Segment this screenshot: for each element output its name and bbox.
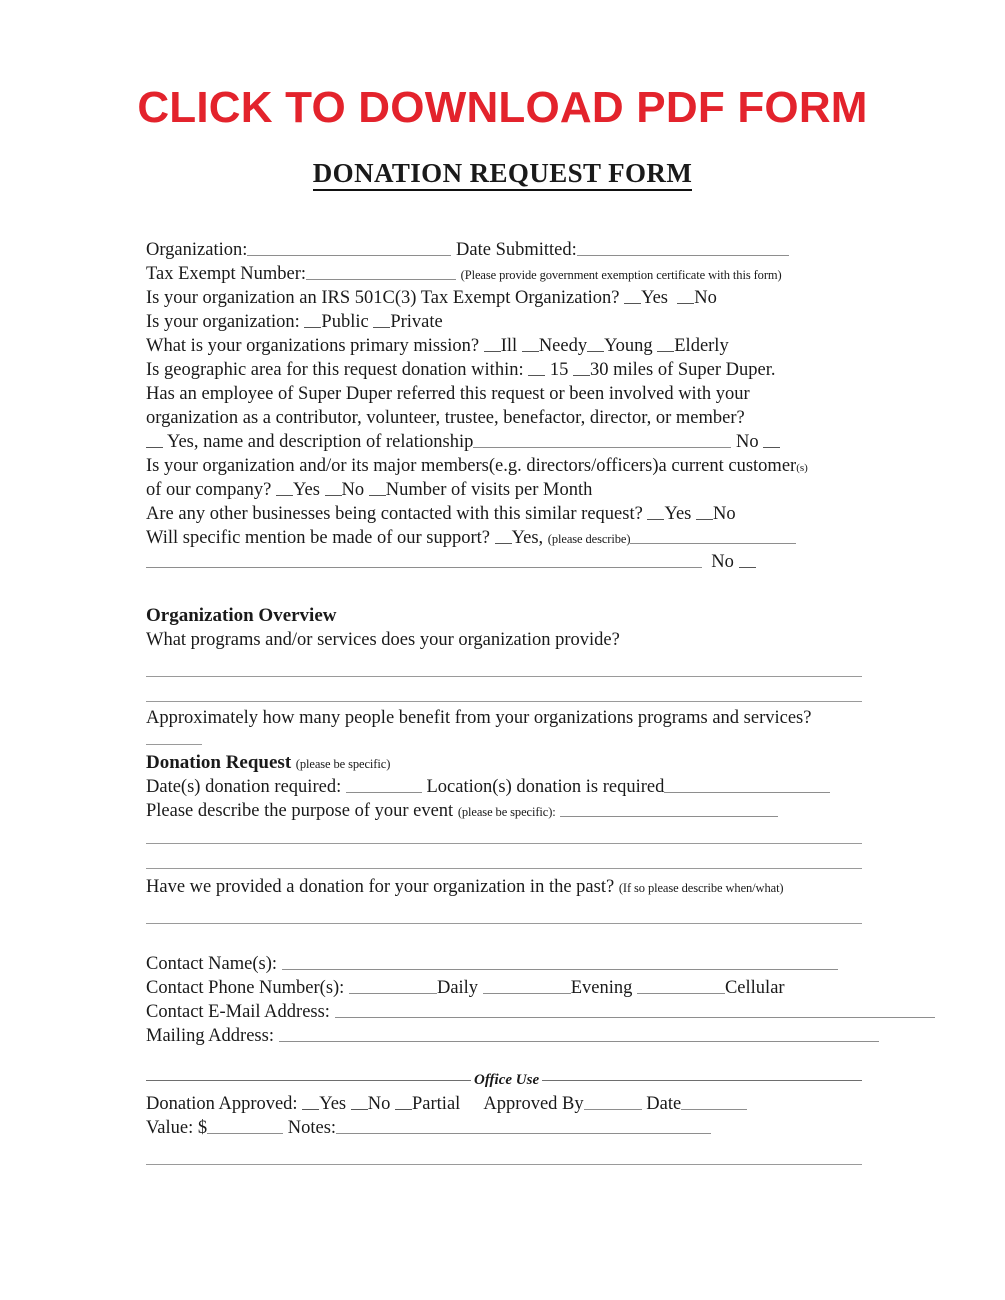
event-purpose-input[interactable] <box>560 801 778 817</box>
mission-young-checkbox[interactable] <box>587 338 604 352</box>
org-type-public-label: Public <box>321 312 369 332</box>
specific-mention-describe-input-2[interactable] <box>146 552 702 568</box>
mission-young-label: Young <box>604 336 653 356</box>
row-mailing-address <box>146 1024 862 1048</box>
row-other-businesses <box>146 502 862 526</box>
mission-needy-checkbox[interactable] <box>522 338 539 352</box>
notes-input[interactable] <box>336 1118 711 1134</box>
specific-mention-no-label: No <box>711 552 734 572</box>
donation-approved-partial-label: Partial <box>412 1094 461 1114</box>
row-event-purpose <box>146 799 862 823</box>
contact-phone-label: Contact Phone Number(s): <box>146 978 345 998</box>
employee-referral-no-checkbox[interactable] <box>763 434 780 448</box>
donation-approved-yes-checkbox[interactable] <box>302 1096 319 1110</box>
organization-overview-heading-text: Organization Overview <box>146 605 337 626</box>
contact-phone-evening-input[interactable] <box>483 978 571 994</box>
row-tax-exempt <box>146 262 862 286</box>
row-current-customer-1 <box>146 454 862 478</box>
specific-mention-yes-label: Yes, <box>511 528 544 548</box>
row-value-notes <box>146 1116 862 1140</box>
contact-phone-cellular-input[interactable] <box>637 978 725 994</box>
office-use-divider <box>146 1068 862 1092</box>
geographic-area-label: Is geographic area for this request donation within: <box>146 360 524 380</box>
row-donation-dates <box>146 775 862 799</box>
organization-input[interactable] <box>247 240 451 256</box>
mission-ill-label: Ill <box>500 336 518 356</box>
row-org-type <box>146 310 862 334</box>
notes-label: Notes: <box>287 1118 337 1138</box>
download-pdf-banner-label: CLICK TO DOWNLOAD PDF FORM <box>137 83 868 132</box>
donation-request-heading-note: (please be specific) <box>295 757 391 771</box>
approval-date-label: Date <box>646 1094 682 1114</box>
specific-mention-no-checkbox[interactable] <box>739 554 756 568</box>
row-donation-approved <box>146 1092 862 1116</box>
row-irs-501c3 <box>146 286 862 310</box>
form-body <box>146 238 862 1165</box>
mission-ill-checkbox[interactable] <box>484 338 501 352</box>
row-specific-mention <box>146 526 862 550</box>
org-type-label: Is your organization: <box>146 312 300 332</box>
contact-phone-daily-label: Daily <box>436 978 479 998</box>
page-title <box>0 158 1005 189</box>
row-employee-referral-2 <box>146 406 862 430</box>
geographic-30-checkbox[interactable] <box>573 362 590 376</box>
row-geographic-area <box>146 358 862 382</box>
office-use-label: Office Use <box>474 1072 540 1088</box>
donation-dates-label: Date(s) donation required: <box>146 777 342 797</box>
specific-mention-note: (please describe) <box>547 532 631 546</box>
other-businesses-yes-label: Yes <box>664 504 692 524</box>
contact-email-label: Contact E-Mail Address: <box>146 1002 330 1022</box>
organization-label: Organization: <box>146 240 248 260</box>
row-contact-phone <box>146 976 862 1000</box>
contact-phone-evening-label: Evening <box>570 978 633 998</box>
donation-location-input[interactable] <box>664 777 830 793</box>
approval-date-input[interactable] <box>681 1094 747 1110</box>
row-specific-mention-no <box>146 550 862 574</box>
tax-exempt-note: (Please provide government exemption certificate with this form) <box>460 268 782 282</box>
row-employee-referral-answer <box>146 430 862 454</box>
row-organization-date <box>146 238 862 262</box>
row-programs-question <box>146 628 862 652</box>
row-primary-mission <box>146 334 862 358</box>
programs-question-label: What programs and/or services does your organization provide? <box>146 630 620 650</box>
past-donation-label: Have we provided a donation for your organization in the past? <box>146 877 615 897</box>
current-customer-no-label: No <box>341 480 365 500</box>
other-businesses-no-checkbox[interactable] <box>696 506 713 520</box>
download-pdf-banner[interactable] <box>0 0 1005 130</box>
donation-approved-label: Donation Approved: <box>146 1094 298 1114</box>
current-customer-no-checkbox[interactable] <box>325 482 342 496</box>
irs-501c3-yes-checkbox[interactable] <box>624 290 641 304</box>
visits-per-month-label: Number of visits per Month <box>385 480 593 500</box>
employee-referral-no-label: No <box>735 432 759 452</box>
mailing-address-label: Mailing Address: <box>146 1026 274 1046</box>
approved-by-label: Approved By <box>483 1094 584 1114</box>
donation-approved-yes-label: Yes <box>319 1094 347 1114</box>
contact-name-input[interactable] <box>282 954 838 970</box>
specific-mention-yes-checkbox[interactable] <box>495 530 512 544</box>
current-customer-line2: of our company? <box>146 480 272 500</box>
office-use-divider-left <box>146 1080 471 1081</box>
employee-referral-line1: Has an employee of Super Duper referred this request or been involved with your <box>146 384 750 404</box>
mission-elderly-checkbox[interactable] <box>657 338 674 352</box>
current-customer-yes-checkbox[interactable] <box>276 482 293 496</box>
page-title-text: DONATION REQUEST FORM <box>313 158 692 191</box>
current-customer-plural-suffix: (s) <box>796 462 808 474</box>
donation-dates-input[interactable] <box>346 777 422 793</box>
contact-name-label: Contact Name(s): <box>146 954 277 974</box>
value-input[interactable] <box>207 1118 283 1134</box>
donation-location-label: Location(s) donation is required <box>426 777 665 797</box>
employee-referral-yes-checkbox[interactable] <box>146 434 163 448</box>
other-businesses-label: Are any other businesses being contacted with this similar request? <box>146 504 643 524</box>
organization-overview-heading <box>146 604 862 628</box>
donation-request-heading-text: Donation Request <box>146 752 292 773</box>
employee-referral-yes-label: Yes, name and description of relationship <box>166 432 474 452</box>
irs-501c3-yes-label: Yes <box>641 288 668 308</box>
current-customer-line1: Is your organization and/or its major members(e.g. directors/officers)a current customer <box>146 456 797 476</box>
visits-per-month-input[interactable] <box>369 482 386 496</box>
primary-mission-label: What is your organizations primary mission? <box>146 336 480 356</box>
geographic-15-checkbox[interactable] <box>528 362 545 376</box>
irs-501c3-no-label: No <box>694 288 717 308</box>
mission-elderly-label: Elderly <box>674 336 729 356</box>
contact-email-input[interactable] <box>335 1002 935 1018</box>
mailing-address-input[interactable] <box>279 1026 879 1042</box>
contact-phone-cellular-label: Cellular <box>724 978 785 998</box>
org-type-private-checkbox[interactable] <box>373 314 390 328</box>
contact-phone-daily-input[interactable] <box>349 978 437 994</box>
row-employee-referral-1 <box>146 382 862 406</box>
mission-needy-label: Needy <box>538 336 588 356</box>
row-contact-email <box>146 1000 862 1024</box>
row-current-customer-2 <box>146 478 862 502</box>
tax-exempt-input[interactable] <box>306 264 456 280</box>
specific-mention-describe-input[interactable] <box>630 528 796 544</box>
irs-501c3-label: Is your organization an IRS 501C(3) Tax Exempt Organization? <box>146 288 620 308</box>
geographic-30-label: 30 miles of Super Duper. <box>589 360 776 380</box>
other-businesses-yes-checkbox[interactable] <box>647 506 664 520</box>
org-type-public-checkbox[interactable] <box>304 314 321 328</box>
approved-by-input[interactable] <box>584 1094 642 1110</box>
donation-approved-no-label: No <box>367 1094 391 1114</box>
employee-referral-line2: organization as a contributor, volunteer, trustee, benefactor, director, or member? <box>146 408 745 428</box>
donation-approved-partial-checkbox[interactable] <box>395 1096 412 1110</box>
notes-answer-line-2[interactable] <box>146 1164 862 1165</box>
event-purpose-label: Please describe the purpose of your event <box>146 801 454 821</box>
other-businesses-no-label: No <box>712 504 736 524</box>
irs-501c3-no-checkbox[interactable] <box>677 290 694 304</box>
row-past-donation <box>146 875 862 899</box>
value-label: Value: $ <box>146 1118 208 1138</box>
beneficiaries-question-label: Approximately how many people benefit from your organizations programs and services? <box>146 708 812 728</box>
employee-referral-relationship-input[interactable] <box>473 432 731 448</box>
date-submitted-input[interactable] <box>577 240 789 256</box>
org-type-private-label: Private <box>390 312 443 332</box>
geographic-15-label: 15 <box>549 360 569 380</box>
donation-approved-no-checkbox[interactable] <box>351 1096 368 1110</box>
specific-mention-label: Will specific mention be made of our support? <box>146 528 490 548</box>
office-use-divider-right <box>542 1080 862 1081</box>
donation-request-heading <box>146 751 862 775</box>
current-customer-yes-label: Yes <box>292 480 320 500</box>
past-donation-note: (If so please describe when/what) <box>618 881 784 895</box>
row-beneficiaries-question <box>146 706 862 730</box>
tax-exempt-label: Tax Exempt Number: <box>146 264 307 284</box>
date-submitted-label: Date Submitted: <box>456 240 577 260</box>
row-contact-name <box>146 952 862 976</box>
event-purpose-note: (please be specific): <box>457 805 556 819</box>
